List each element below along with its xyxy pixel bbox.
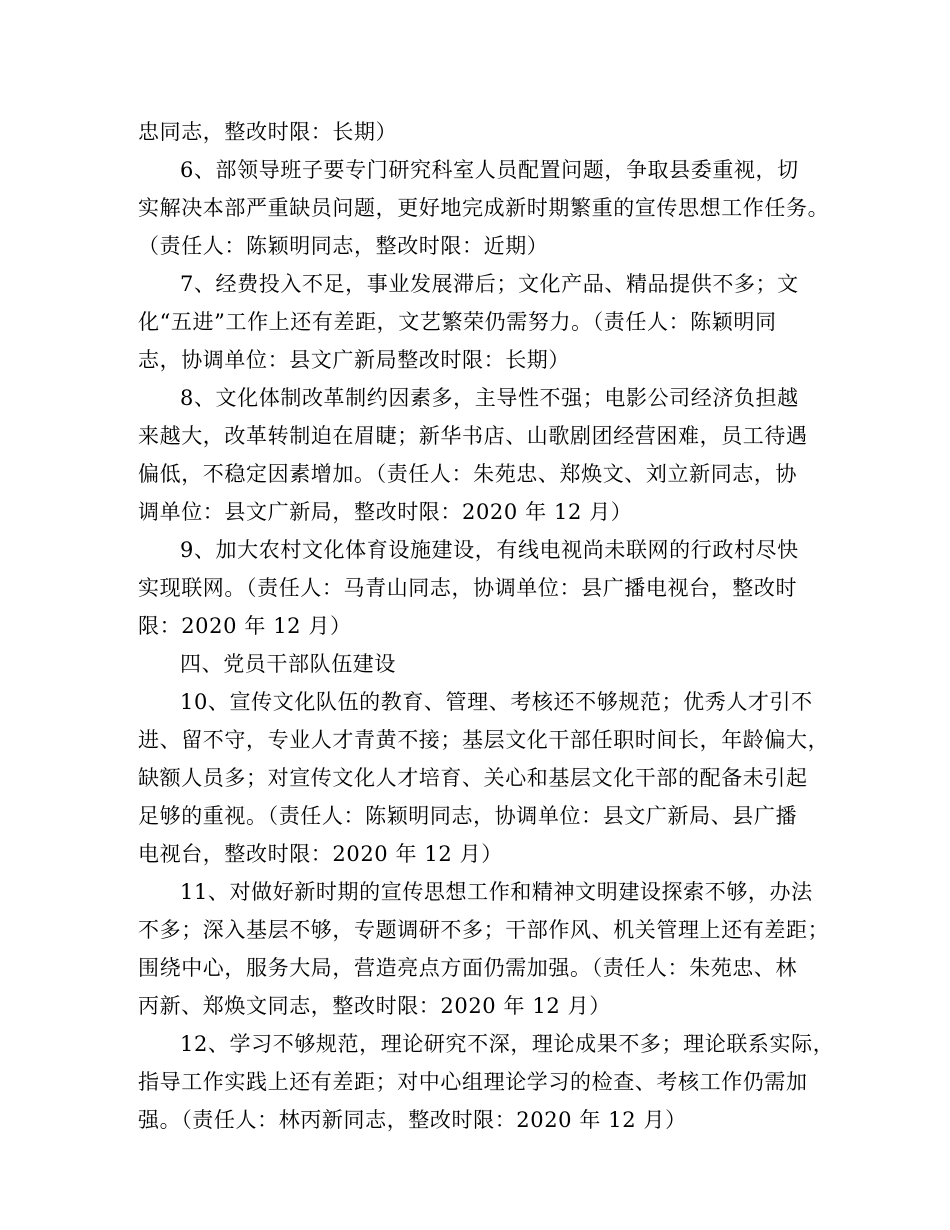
text-line: 电视台，整改时限：2020 年 12 月） [138, 842, 503, 866]
text-line: 强。（责任人：林丙新同志，整改时限：2020 年 12 月） [138, 1108, 687, 1132]
section-heading: 四、党员干部队伍建设 [180, 652, 396, 676]
text-line: 8、文化体制改革制约因素多，主导性不强；电影公司经济负担越 [180, 386, 799, 410]
text-line: 足够的重视。（责任人：陈颖明同志，协调单位：县文广新局、县广播 [138, 804, 798, 828]
text-line: 缺额人员多；对宣传文化人才培育、关心和基层文化干部的配备未引起 [138, 766, 808, 790]
text-line: 指导工作实践上还有差距；对中心组理论学习的检查、考核工作仍需加 [138, 1070, 808, 1094]
text-line: 志，协调单位：县文广新局整改时限：长期） [138, 348, 570, 372]
text-line: 10、宣传文化队伍的教育、管理、考核还不够规范；优秀人才引不 [180, 690, 813, 714]
text-line: 进、留不守，专业人才青黄不接；基层文化干部任职时间长，年龄偏大， [138, 728, 830, 752]
text-line: 实解决本部严重缺员问题，更好地完成新时期繁重的宣传思想工作任务。 [138, 196, 830, 220]
text-line: 化“五进”工作上还有差距，文艺繁荣仍需努力。（责任人：陈颖明同 [138, 310, 777, 334]
text-line: 6、部领导班子要专门研究科室人员配置问题，争取县委重视，切 [180, 158, 799, 182]
text-line: 7、经费投入不足，事业发展滞后；文化产品、精品提供不多；文 [180, 272, 799, 296]
text-line: 丙新、郑焕文同志，整改时限：2020 年 12 月） [138, 994, 611, 1018]
text-line: 来越大，改革转制迫在眉睫；新华书店、山歌剧团经营困难，员工待遇 [138, 424, 808, 448]
text-line: 不多；深入基层不够，专题调研不多；干部作风、机关管理上还有差距； [138, 918, 830, 942]
text-line: 调单位：县文广新局，整改时限：2020 年 12 月） [138, 500, 633, 524]
text-line: 限：2020 年 12 月） [138, 614, 352, 638]
text-line: 12、学习不够规范，理论研究不深，理论成果不多；理论联系实际， [180, 1032, 835, 1056]
text-line: （责任人：陈颖明同志，整改时限：近期） [138, 234, 549, 258]
text-line: 围绕中心，服务大局，营造亮点方面仍需加强。（责任人：朱苑忠、林 [138, 956, 798, 980]
text-line: 偏低，不稳定因素增加。（责任人：朱苑忠、郑焕文、刘立新同志，协 [138, 462, 798, 486]
text-line: 11、对做好新时期的宣传思想工作和精神文明建设探索不够，办法 [180, 880, 813, 904]
text-line: 实现联网。（责任人：马青山同志，协调单位：县广播电视台，整改时 [138, 576, 798, 600]
text-line: 忠同志，整改时限：长期） [138, 120, 398, 144]
text-line: 9、加大农村文化体育设施建设，有线电视尚未联网的行政村尽快 [180, 538, 799, 562]
